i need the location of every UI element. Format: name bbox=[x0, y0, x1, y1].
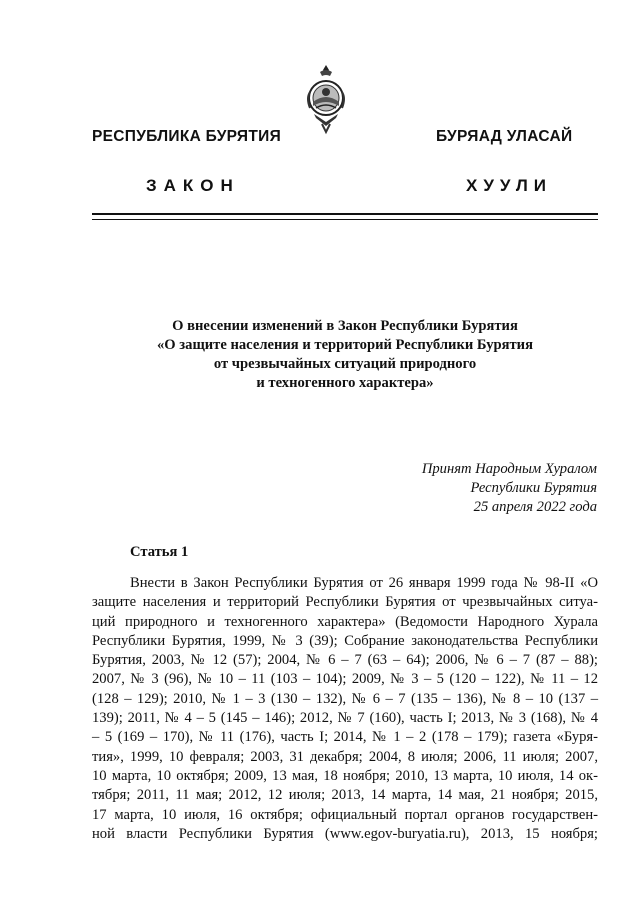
body-line: – 5 (169 – 170), № 11 (176), часть I; 2014, № 1 – 2 (178 – 179); газета «Буря- bbox=[92, 729, 598, 746]
adoption-line: Республики Бурятия bbox=[470, 480, 597, 496]
republic-title-ru: РЕСПУБЛИКА БУРЯТИЯ bbox=[92, 128, 282, 145]
body-line: Республики Бурятия, 1999, № 3 (39); Собрание законодательства Республики bbox=[92, 632, 598, 649]
law-title bbox=[92, 317, 598, 393]
body-line: (128 – 129); 2010, № 1 – 3 (130 – 132), № 6 – 7 (135 – 136), № 8 – 10 (137 – bbox=[92, 690, 598, 707]
body-line: тия», 1999, 10 февраля; 2003, 31 декабря; 2004, 8 июля; 2006, 11 июля; 2007, bbox=[92, 748, 598, 765]
law-title-line: и техногенного характера» bbox=[256, 375, 434, 391]
republic-title-bua: БУРЯАД УЛАСАЙ bbox=[436, 128, 573, 145]
article-heading: Статья 1 bbox=[130, 544, 189, 560]
article-body bbox=[92, 574, 598, 844]
law-title-line: «О защите населения и территорий Республики Бурятия bbox=[157, 337, 533, 353]
body-line: тября; 2011, 11 мая; 2012, 12 июля; 2013, 14 марта, 14 мая, 21 ноября; 2015, bbox=[92, 787, 598, 804]
header-rule-thin bbox=[92, 219, 598, 220]
law-title-line: от чрезвычайных ситуаций природного bbox=[213, 356, 477, 372]
header-rule-thick bbox=[92, 213, 598, 215]
body-line: Внести в Закон Республики Бурятия от 26 января 1999 года № 98-II «О bbox=[130, 575, 598, 591]
adoption-date: 25 апреля 2022 года bbox=[473, 499, 597, 515]
doc-type-ru: ЗАКОН bbox=[146, 176, 240, 195]
body-line: 17 марта, 10 июля, 16 октября; официальный портал органов государствен- bbox=[92, 806, 598, 823]
body-line: ций природного и техногенного характера» (Ведомости Народного Хурала bbox=[92, 613, 598, 630]
body-line: 10 марта, 10 октября; 2009, 13 мая, 18 ноября; 2010, 13 марта, 10 июля, 14 ок- bbox=[92, 767, 598, 784]
body-line: Бурятия, 2003, № 12 (57); 2004, № 6 – 7 (63 – 64); 2006, № 6 – 7 (87 – 88); bbox=[92, 652, 598, 669]
coat-of-arms-emblem bbox=[302, 62, 350, 136]
adoption-note bbox=[422, 460, 597, 517]
doc-type-bua: ХУУЛИ bbox=[466, 176, 552, 195]
body-line: 139); 2011, № 4 – 5 (145 – 146); 2012, № 7 (160), часть I; 2013, № 3 (168), № 4 bbox=[92, 710, 598, 727]
law-title-line: О внесении изменений в Закон Республики Бурятия bbox=[172, 318, 518, 334]
adoption-line: Принят Народным Хуралом bbox=[421, 461, 597, 477]
body-line: защите населения и территорий Республики Бурятия от чрезвычайных ситуа- bbox=[92, 594, 598, 611]
body-line: 2007, № 3 (96), № 10 – 11 (103 – 104); 2009, № 3 – 5 (120 – 122), № 11 – 12 bbox=[92, 671, 598, 688]
body-line: ной власти Республики Бурятия (www.egov-buryatia.ru), 2013, 15 ноября; bbox=[92, 825, 598, 842]
